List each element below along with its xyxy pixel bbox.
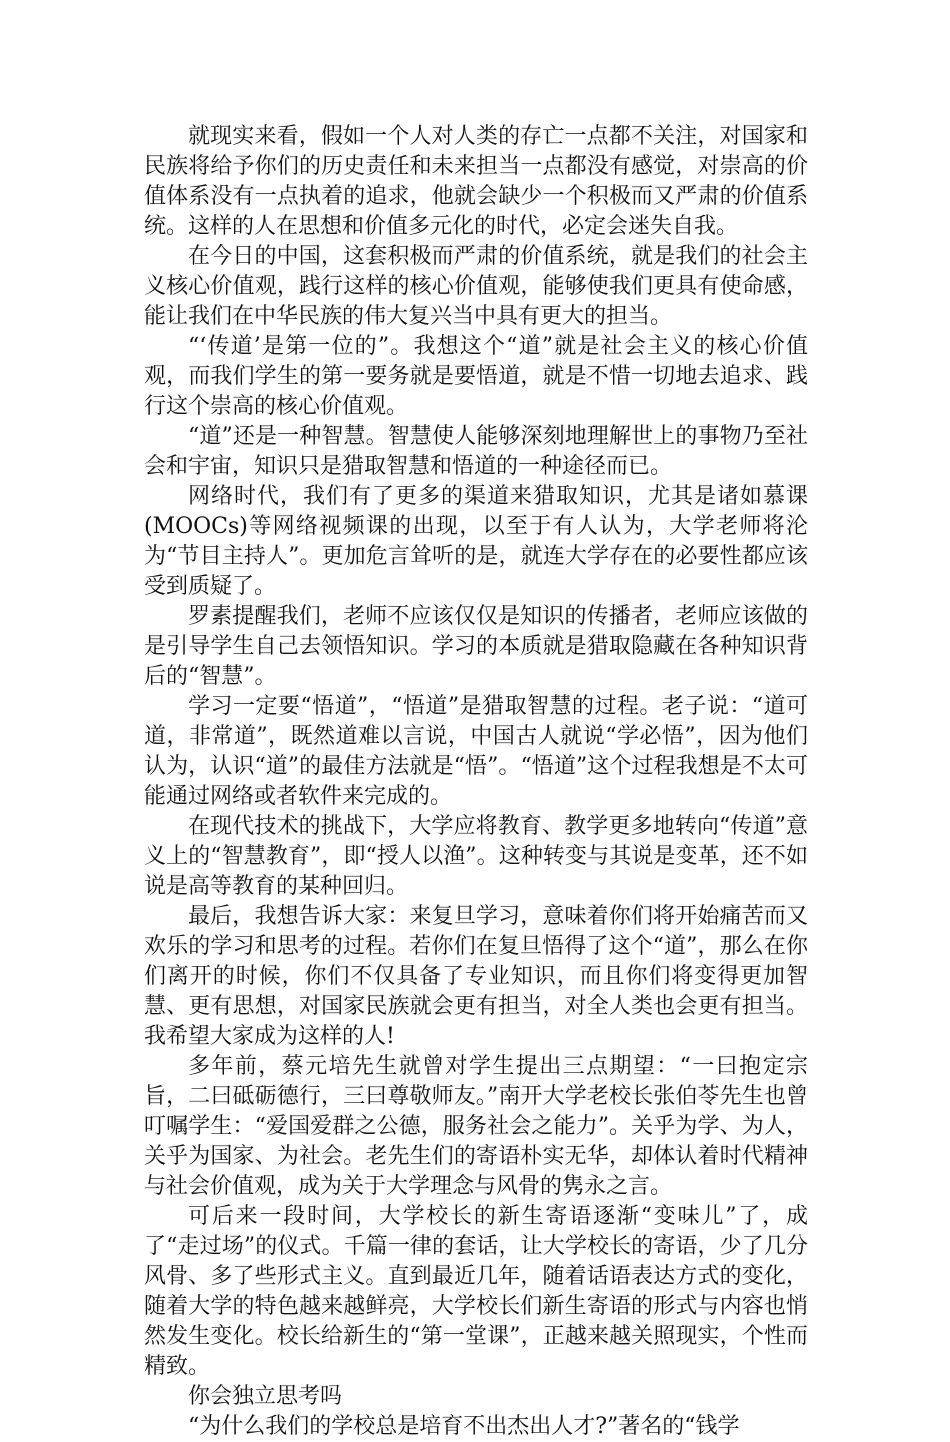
paragraph-8: 在现代技术的挑战下，大学应将教育、教学更多地转向“传道”意义上的“智慧教育”，即“授人以渔”。这种转变与其说是变革，还不如说是高等教育的某种回归。	[144, 814, 808, 899]
paragraph-7: 学习一定要“悟道”，“悟道”是猎取智慧的过程。老子说：“道可道，非常道”，既然道难以言说，中国古人就说“学必悟”，因为他们认为，认识“道”的最佳方法就是“悟”。“悟道”这个过程我想是不太可能通过网络或者软件来完成的。	[144, 694, 808, 809]
section-heading: 你会独立思考吗	[188, 1384, 343, 1409]
paragraph-1: 就现实来看，假如一个人对人类的存亡一点都不关注，对国家和民族将给予你们的历史责任和未来担当一点都没有感觉，对崇高的价值体系没有一点执着的追求，他就会缺少一个积极而又严肃的价值系统。这样的人在思想和价值多元化的时代，必定会迷失自我。	[144, 124, 808, 239]
paragraph-13: “为什么我们的学校总是培育不出杰出人才?”著名的“钱学	[188, 1414, 740, 1439]
paragraph-10: 多年前，蔡元培先生就曾对学生提出三点期望：“一曰抱定宗旨，二曰砥砺德行，三曰尊敬师友。”南开大学老校长张伯苓先生也曾叮嘱学生：“爱国爱群之公德，服务社会之能力”。关乎为学、为人，关乎为国家、为社会。老先生们的寄语朴实无华，却体认着时代精神与社会价值观，成为关于大学理念与风骨的隽永之言。	[144, 1054, 808, 1199]
paragraph-9: 最后，我想告诉大家：来复旦学习，意味着你们将开始痛苦而又欢乐的学习和思考的过程。若你们在复旦悟得了这个“道”，那么在你们离开的时候，你们不仅具备了专业知识，而且你们将变得更加智慧、更有思想，对国家民族就会更有担当，对全人类也会更有担当。我希望大家成为这样的人!	[144, 904, 808, 1049]
paragraph-5: 网络时代，我们有了更多的渠道来猎取知识，尤其是诸如慕课(MOOCs)等网络视频课的出现，以至于有人认为，大学老师将沦为“节目主持人”。更加危言耸听的是，就连大学存在的必要性都应该受到质疑了。	[144, 484, 808, 599]
paragraph-4: “道”还是一种智慧。智慧使人能够深刻地理解世上的事物乃至社会和宇宙，知识只是猎取智慧和悟道的一种途径而已。	[144, 424, 808, 479]
paragraph-6: 罗素提醒我们，老师不应该仅仅是知识的传播者，老师应该做的是引导学生自己去领悟知识。学习的本质就是猎取隐藏在各种知识背后的“智慧”。	[144, 604, 808, 689]
paragraph-2: 在今日的中国，这套积极而严肃的价值系统，就是我们的社会主义核心价值观，践行这样的核心价值观，能够使我们更具有使命感，能让我们在中华民族的伟大复兴当中具有更大的担当。	[144, 244, 808, 329]
body-text	[144, 122, 808, 1442]
paragraph-3: “‘传道’是第一位的”。我想这个“道”就是社会主义的核心价值观，而我们学生的第一要务就是要悟道，就是不惜一切地去追求、践行这个崇高的核心价值观。	[144, 334, 808, 419]
paragraph-11: 可后来一段时间，大学校长的新生寄语逐渐“变味儿”了，成了“走过场”的仪式。千篇一律的套话，让大学校长的寄语，少了几分风骨、多了些形式主义。直到最近几年，随着话语表达方式的变化，随着大学的特色越来越鲜亮，大学校长们新生寄语的形式与内容也悄然发生变化。校长给新生的“第一堂课”，正越来越关照现实，个性而精致。	[144, 1204, 808, 1379]
